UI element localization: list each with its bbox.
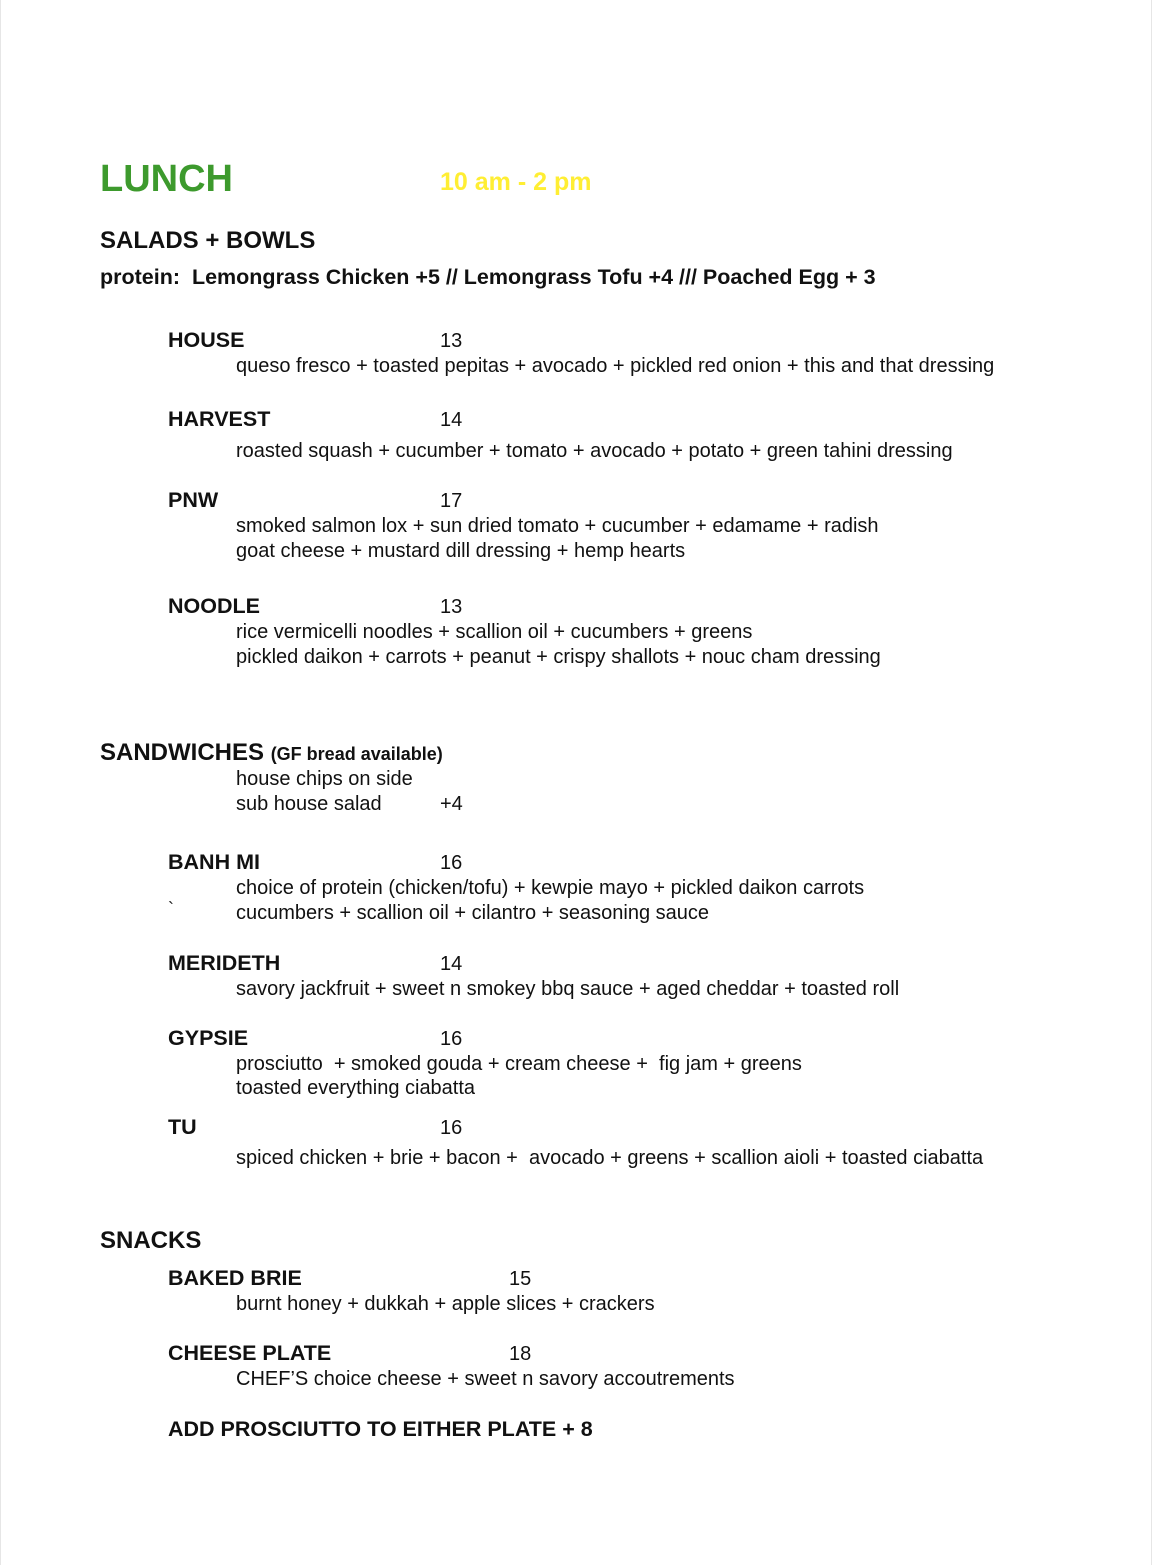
item-desc-gypsie-1: prosciutto + smoked gouda + cream cheese + fig jam + greens <box>236 1053 802 1075</box>
item-desc-harvest: roasted squash + cucumber + tomato + avocado + potato + green tahini dressing <box>236 440 953 462</box>
menu-hours: 10 am - 2 pm <box>440 168 592 196</box>
item-name-harvest: HARVEST <box>168 407 271 431</box>
section-heading-sandwiches <box>100 741 443 766</box>
item-name-cheese-plate: CHEESE PLATE <box>168 1341 332 1365</box>
item-price-baked-brie: 15 <box>509 1268 532 1290</box>
item-name-tu: TU <box>168 1115 197 1139</box>
side-note: house chips on side <box>236 768 413 790</box>
item-price-house: 13 <box>440 330 463 352</box>
sub-salad-label: sub house salad <box>236 793 382 815</box>
prosciutto-addon: ADD PROSCIUTTO TO EITHER PLATE + 8 <box>168 1417 593 1441</box>
item-desc-banh-mi-2: cucumbers + scallion oil + cilantro + seasoning sauce <box>236 902 710 924</box>
item-price-noodle: 13 <box>440 596 463 618</box>
item-price-gypsie: 16 <box>440 1028 463 1050</box>
menu-title: LUNCH <box>100 158 233 200</box>
item-name-baked-brie: BAKED BRIE <box>168 1266 302 1290</box>
item-desc-gypsie-2: toasted everything ciabatta <box>236 1077 476 1099</box>
item-desc-baked-brie: burnt honey + dukkah + apple slices + crackers <box>236 1293 655 1315</box>
sandwiches-heading-label: SANDWICHES <box>100 739 265 766</box>
gf-bread-note: (GF bread available) <box>270 744 443 764</box>
item-price-banh-mi: 16 <box>440 852 463 874</box>
item-price-tu: 16 <box>440 1117 463 1139</box>
protein-options: protein: Lemongrass Chicken +5 // Lemongrass Tofu +4 /// Poached Egg + 3 <box>100 265 876 289</box>
item-price-cheese-plate: 18 <box>509 1343 532 1365</box>
item-name-merideth: MERIDETH <box>168 951 281 975</box>
item-desc-tu: spiced chicken + brie + bacon + avocado + greens + scallion aioli + toasted ciabatta <box>236 1147 984 1169</box>
item-desc-pnw-1: smoked salmon lox + sun dried tomato + cucumber + edamame + radish <box>236 515 879 537</box>
section-heading-snacks: SNACKS <box>100 1227 202 1254</box>
item-name-banh-mi: BANH MI <box>168 850 260 874</box>
item-name-noodle: NOODLE <box>168 594 260 618</box>
item-name-house: HOUSE <box>168 328 245 352</box>
sub-salad-price: +4 <box>440 793 463 815</box>
item-name-gypsie: GYPSIE <box>168 1026 249 1050</box>
item-desc-banh-mi-1: choice of protein (chicken/tofu) + kewpie mayo + pickled daikon carrots <box>236 877 865 899</box>
item-price-harvest: 14 <box>440 409 463 431</box>
item-price-merideth: 14 <box>440 953 463 975</box>
item-desc-house: queso fresco + toasted pepitas + avocado + pickled red onion + this and that dressing <box>236 355 995 377</box>
stray-mark: ` <box>168 899 174 919</box>
item-desc-merideth: savory jackfruit + sweet n smokey bbq sauce + aged cheddar + toasted roll <box>236 978 900 1000</box>
item-desc-noodle-2: pickled daikon + carrots + peanut + crispy shallots + nouc cham dressing <box>236 646 881 668</box>
item-name-pnw: PNW <box>168 488 219 512</box>
item-desc-noodle-1: rice vermicelli noodles + scallion oil + cucumbers + greens <box>236 621 753 643</box>
item-price-pnw: 17 <box>440 490 463 512</box>
section-heading-salads: SALADS + BOWLS <box>100 227 316 254</box>
item-desc-cheese-plate: CHEF’S choice cheese + sweet n savory accoutrements <box>236 1368 735 1390</box>
item-desc-pnw-2: goat cheese + mustard dill dressing + hemp hearts <box>236 540 686 562</box>
